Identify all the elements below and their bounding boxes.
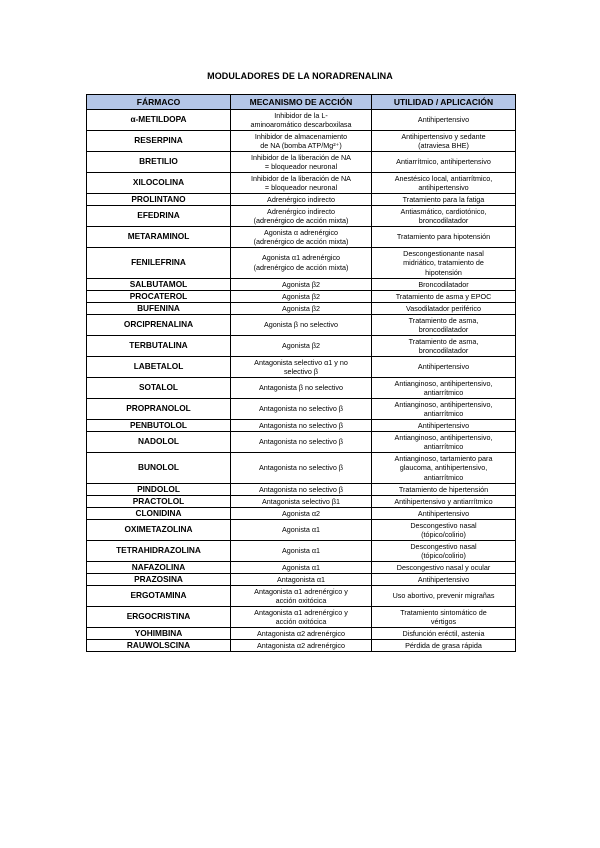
use-cell-text: Antihipertensivo — [417, 115, 470, 125]
table-row — [87, 420, 516, 432]
use-cell-text: Broncodilatador — [418, 280, 469, 289]
use-cell-text: Tratamiento de asma, broncodilatador — [408, 315, 479, 334]
use-cell — [372, 432, 516, 453]
use-cell — [372, 399, 516, 420]
use-cell-text: Antianginoso, antihipertensivo, antiarrítmico — [394, 399, 493, 418]
use-cell — [372, 607, 516, 628]
use-cell — [372, 248, 516, 279]
mechanism-cell — [231, 279, 372, 291]
table-row — [87, 152, 516, 173]
mechanism-cell — [231, 303, 372, 315]
mechanism-cell-text: Antagonista β no selectivo — [258, 383, 344, 393]
mechanism-cell-text: Agonista α2 — [281, 509, 321, 518]
drug-cell — [87, 484, 231, 496]
use-cell-text: Antiarrítmico, antihipertensivo — [396, 157, 491, 167]
use-cell-text: Antihipertensivo — [417, 509, 470, 518]
drug-cell — [87, 173, 231, 194]
mechanism-cell — [231, 194, 372, 206]
drug-cell-text: PROCATEROL — [129, 291, 188, 301]
mechanism-cell-text: Antagonista selectivo β1 — [261, 497, 341, 506]
mechanism-cell — [231, 248, 372, 279]
drug-cell — [87, 279, 231, 291]
header-use: UTILIDAD / APLICACIÓN — [372, 95, 516, 110]
use-cell-text: Tratamiento para hipotensión — [396, 232, 491, 242]
table-row — [87, 206, 516, 227]
drug-cell — [87, 541, 231, 562]
use-cell — [372, 586, 516, 607]
mechanism-cell-text: Agonista β2 — [281, 304, 321, 313]
drug-cell-text: PROLINTANO — [131, 194, 186, 204]
table-row — [87, 607, 516, 628]
table-row — [87, 640, 516, 652]
drug-cell — [87, 607, 231, 628]
mechanism-cell — [231, 378, 372, 399]
drug-cell — [87, 640, 231, 652]
table-row — [87, 586, 516, 607]
mechanism-cell-text: Inhibidor de almacenamiento de NA (bomba ATP/Mg²⁺) — [254, 131, 348, 150]
drug-cell-text: METARAMINOL — [127, 231, 190, 242]
mechanism-cell-text: Agonista α1 — [281, 525, 321, 535]
drug-cell-text: LABETALOL — [133, 361, 184, 372]
page-title: MODULADORES DE LA NORADRENALINA — [207, 71, 393, 81]
use-cell-text: Antihipertensivo — [417, 421, 470, 430]
header-mechanism: MECANISMO DE ACCIÓN — [231, 95, 372, 110]
use-cell — [372, 508, 516, 520]
drug-cell — [87, 586, 231, 607]
mechanism-cell-text: Agonista α1 — [281, 563, 321, 572]
mechanism-cell — [231, 173, 372, 194]
drug-cell-text: ERGOCRISTINA — [126, 611, 191, 622]
drug-cell-text: BUNOLOL — [137, 462, 180, 473]
mechanism-cell — [231, 453, 372, 484]
mechanism-cell-text: Antagonista α2 adrenérgico — [256, 629, 346, 638]
use-cell-text: Antihipertensivo y sedante (atraviesa BHE) — [401, 131, 486, 150]
mechanism-cell — [231, 541, 372, 562]
drug-cell-text: α-METILDOPA — [130, 114, 187, 125]
drug-cell — [87, 453, 231, 484]
use-cell — [372, 152, 516, 173]
drug-cell-text: EFEDRINA — [137, 210, 180, 221]
mechanism-cell — [231, 336, 372, 357]
table-row — [87, 357, 516, 378]
table-row — [87, 279, 516, 291]
mechanism-cell-text: Antagonista no selectivo β — [258, 421, 344, 430]
use-cell — [372, 303, 516, 315]
mechanism-cell-text: Antagonista α1 adrenérgico y acción oxitócica — [254, 586, 348, 605]
use-cell — [372, 336, 516, 357]
drug-cell — [87, 420, 231, 432]
use-cell-text: Antianginoso, tartamiento para glaucoma, antihipertensivo, antiarrítmico — [394, 453, 493, 482]
drug-cell-text: NAFAZOLINA — [131, 562, 186, 572]
mechanism-cell-text: Antagonista α1 — [276, 575, 326, 584]
drug-cell — [87, 110, 231, 131]
drug-cell — [87, 315, 231, 336]
use-cell-text: Pérdida de grasa rápida — [405, 641, 482, 650]
table-row — [87, 173, 516, 194]
use-cell-text: Tratamiento para la fatiga — [402, 195, 485, 204]
mechanism-cell — [231, 131, 372, 152]
mechanism-cell — [231, 432, 372, 453]
use-cell — [372, 279, 516, 291]
drug-cell-text: SALBUTAMOL — [129, 279, 188, 289]
drug-cell-text: CLONIDINA — [135, 508, 182, 518]
use-cell — [372, 640, 516, 652]
drug-cell — [87, 496, 231, 508]
table-row — [87, 628, 516, 640]
mechanism-cell — [231, 484, 372, 496]
use-cell-text: Tratamiento de asma, broncodilatador — [408, 336, 479, 355]
table-row — [87, 508, 516, 520]
use-cell — [372, 420, 516, 432]
drug-cell-text: PRAZOSINA — [134, 574, 183, 584]
table-row — [87, 453, 516, 484]
table-row — [87, 291, 516, 303]
drug-cell — [87, 628, 231, 640]
drug-cell-text: PENBUTOLOL — [129, 420, 187, 430]
table-row — [87, 378, 516, 399]
mechanism-cell — [231, 152, 372, 173]
drug-cell-text: RAUWOLSCINA — [126, 640, 191, 650]
mechanism-cell-text: Inhibidor de la L- aminoaromático descarboxilasa — [250, 110, 352, 129]
use-cell-text: Descongestivo nasal (tópico/colirio) — [410, 520, 477, 539]
drug-cell — [87, 152, 231, 173]
use-cell-text: Antiasmático, cardiotónico, broncodilatador — [400, 206, 487, 225]
table-row — [87, 562, 516, 574]
use-cell — [372, 291, 516, 303]
mechanism-cell-text: Adrenérgico indirecto (adrenérgico de acción mixta) — [253, 206, 349, 225]
table-row — [87, 336, 516, 357]
use-cell-text: Anestésico local, antiarrítmico, antihipertensivo — [394, 173, 493, 192]
mechanism-cell — [231, 291, 372, 303]
drug-cell-text: YOHIMBINA — [134, 628, 183, 638]
use-cell-text: Uso abortivo, prevenir migrañas — [392, 591, 495, 601]
table-row — [87, 194, 516, 206]
table-row — [87, 110, 516, 131]
use-cell — [372, 173, 516, 194]
use-cell-text: Descongestivo nasal y ocular — [396, 563, 491, 572]
mechanism-cell-text: Antagonista α2 adrenérgico — [256, 641, 346, 650]
drug-cell-text: PINDOLOL — [137, 484, 180, 494]
use-cell — [372, 628, 516, 640]
mechanism-cell — [231, 357, 372, 378]
mechanism-cell-text: Antagonista no selectivo β — [258, 404, 344, 414]
mechanism-cell-text: Adrenérgico indirecto — [267, 195, 335, 204]
use-cell — [372, 520, 516, 541]
mechanism-cell-text: Antagonista no selectivo β — [258, 485, 344, 494]
mechanism-cell-text: Agonista β2 — [281, 292, 321, 301]
mechanism-cell — [231, 420, 372, 432]
use-cell — [372, 453, 516, 484]
use-cell — [372, 541, 516, 562]
drug-cell — [87, 227, 231, 248]
drug-cell — [87, 399, 231, 420]
drug-cell — [87, 194, 231, 206]
use-cell-text: Vasodilatador periférico — [406, 304, 481, 313]
drug-cell-text: PRACTOLOL — [132, 496, 185, 506]
mechanism-cell — [231, 628, 372, 640]
drug-cell-text: RESERPINA — [134, 135, 183, 146]
mechanism-cell — [231, 562, 372, 574]
mechanism-cell — [231, 520, 372, 541]
mechanism-cell-text: Antagonista selectivo α1 y no selectivo β — [254, 357, 348, 376]
use-cell — [372, 227, 516, 248]
use-cell — [372, 110, 516, 131]
mechanism-cell — [231, 110, 372, 131]
drug-cell-text: NADOLOL — [137, 436, 180, 447]
drug-cell — [87, 378, 231, 399]
use-cell — [372, 484, 516, 496]
drug-cell — [87, 248, 231, 279]
use-cell — [372, 357, 516, 378]
table-row — [87, 248, 516, 279]
use-cell-text: Antihipertensivo y antiarrítmico — [394, 497, 493, 506]
use-cell — [372, 315, 516, 336]
mechanism-cell — [231, 640, 372, 652]
drug-cell — [87, 357, 231, 378]
use-cell-text: Disfunción eréctil, astenia — [402, 629, 485, 638]
mechanism-cell-text: Agonista β2 — [281, 341, 321, 351]
drug-cell-text: TETRAHIDRAZOLINA — [116, 545, 201, 556]
use-cell — [372, 496, 516, 508]
table-header-row — [87, 95, 516, 110]
table-row — [87, 303, 516, 315]
mechanism-cell-text: Inhibidor de la liberación de NA = bloqueador neuronal — [251, 152, 351, 171]
drug-cell-text: ORCIPRENALINA — [123, 319, 194, 330]
drug-cell — [87, 291, 231, 303]
drug-cell — [87, 520, 231, 541]
drug-cell — [87, 336, 231, 357]
mechanism-cell — [231, 574, 372, 586]
mechanism-cell-text: Agonista α1 — [281, 546, 321, 556]
table-row — [87, 432, 516, 453]
use-cell — [372, 378, 516, 399]
table-row — [87, 131, 516, 152]
drug-table — [86, 94, 516, 652]
use-cell — [372, 194, 516, 206]
use-cell-text: Antihipertensivo — [417, 575, 470, 584]
mechanism-cell-text: Agonista β no selectivo — [263, 320, 339, 330]
mechanism-cell — [231, 607, 372, 628]
drug-cell-text: FENILEFRINA — [131, 257, 186, 268]
table-row — [87, 227, 516, 248]
mechanism-cell — [231, 399, 372, 420]
table-row — [87, 399, 516, 420]
table-row — [87, 574, 516, 586]
drug-cell-text: SOTALOL — [138, 382, 179, 393]
mechanism-cell-text: Agonista β2 — [281, 280, 321, 289]
use-cell-text: Antianginoso, antihipertensivo, antiarrítmico — [394, 378, 493, 397]
mechanism-cell — [231, 496, 372, 508]
drug-cell-text: PROPRANOLOL — [126, 403, 191, 414]
mechanism-cell — [231, 586, 372, 607]
use-cell — [372, 206, 516, 227]
drug-cell-text: OXIMETAZOLINA — [124, 524, 193, 535]
drug-cell-text: XILOCOLINA — [132, 177, 185, 188]
use-cell — [372, 131, 516, 152]
mechanism-cell-text: Antagonista no selectivo β — [258, 437, 344, 447]
drug-cell-text: BRETILIO — [139, 156, 178, 167]
mechanism-cell-text: Agonista α1 adrenérgico (adrenérgico de acción mixta) — [253, 253, 349, 272]
mechanism-cell — [231, 508, 372, 520]
use-cell — [372, 562, 516, 574]
drug-cell-text: ERGOTAMINA — [130, 590, 187, 601]
use-cell-text: Descongestivo nasal (tópico/colirio) — [410, 541, 477, 560]
drug-cell-text: TERBUTALINA — [129, 340, 188, 351]
drug-cell — [87, 574, 231, 586]
table-body — [87, 110, 516, 652]
table-row — [87, 315, 516, 336]
use-cell-text: Antianginoso, antihipertensivo, antiarrítmico — [394, 432, 493, 451]
use-cell-text: Antihipertensivo — [417, 362, 470, 372]
use-cell-text: Tratamiento de hipertensión — [398, 485, 489, 494]
use-cell-text: Tratamiento de asma y EPOC — [395, 292, 492, 301]
mechanism-cell-text: Antagonista no selectivo β — [258, 463, 344, 473]
use-cell-text: Tratamiento sintomático de vértigos — [400, 607, 487, 626]
use-cell — [372, 574, 516, 586]
drug-cell — [87, 206, 231, 227]
use-cell-text: Descongestionante nasal midriático, tratamiento de hipotensión — [403, 248, 484, 277]
mechanism-cell-text: Antagonista α1 adrenérgico y acción oxitócica — [254, 607, 348, 626]
table-row — [87, 541, 516, 562]
mechanism-cell-text: Agonista α adrenérgico (adrenérgico de acción mixta) — [253, 227, 349, 246]
table-row — [87, 496, 516, 508]
drug-cell — [87, 432, 231, 453]
drug-cell — [87, 131, 231, 152]
mechanism-cell — [231, 227, 372, 248]
header-drug: FÁRMACO — [87, 95, 231, 110]
table-row — [87, 520, 516, 541]
table-row — [87, 484, 516, 496]
drug-cell — [87, 508, 231, 520]
drug-cell-text: BUFENINA — [137, 303, 180, 313]
mechanism-cell — [231, 315, 372, 336]
mechanism-cell-text: Inhibidor de la liberación de NA = bloqueador neuronal — [251, 173, 351, 192]
drug-cell — [87, 562, 231, 574]
mechanism-cell — [231, 206, 372, 227]
drug-cell — [87, 303, 231, 315]
